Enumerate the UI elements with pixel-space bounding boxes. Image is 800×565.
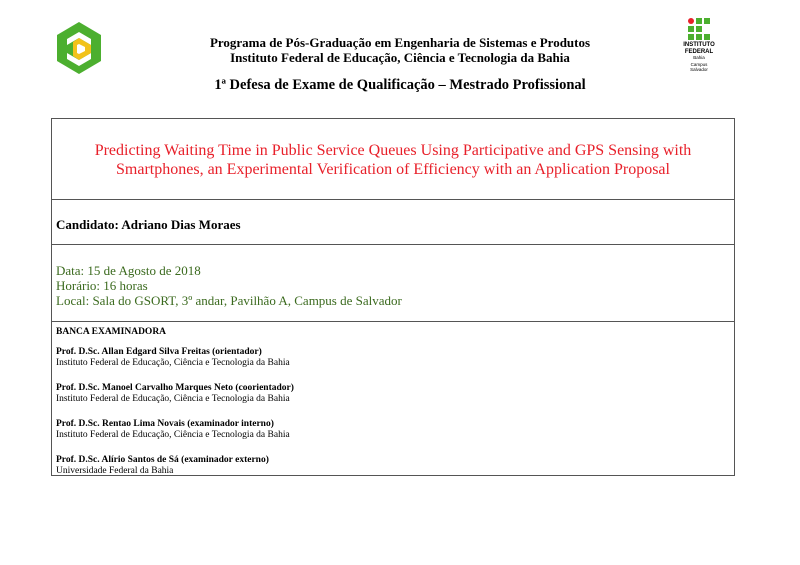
defense-info-box (51, 118, 735, 476)
member-name: Prof. D.Sc. Rentao Lima Novais (examinador interno) (56, 419, 274, 429)
defense-time: Horário: 16 horas (56, 278, 148, 293)
member-affiliation: Instituto Federal de Educação, Ciência e Tecnologia da Bahia (56, 358, 290, 368)
thesis-title: Predicting Waiting Time in Public Service Queues Using Participative and GPS Sensing with Smartphones, an Experimental Verification of Efficiency with an Application Proposal (94, 142, 692, 178)
page-header (0, 0, 800, 110)
ifba-logo-line3: Bahia (693, 55, 705, 60)
candidate-name: Candidato: Adriano Dias Moraes (56, 217, 241, 232)
member-affiliation: Instituto Federal de Educação, Ciência e Tecnologia da Bahia (56, 394, 290, 404)
ifba-logo-line2: FEDERAL (684, 49, 714, 55)
member-name: Prof. D.Sc. Alírio Santos de Sá (examinador externo) (56, 455, 269, 465)
defense-location: Local: Sala do GSORT, 3º andar, Pavilhão A, Campus de Salvador (56, 293, 402, 308)
board-heading: BANCA EXAMINADORA (56, 327, 167, 337)
member-affiliation: Instituto Federal de Educação, Ciência e Tecnologia da Bahia (56, 430, 290, 440)
ifba-logo-line4: Campus (690, 62, 708, 67)
thesis-title-section (52, 119, 734, 199)
program-name: Programa de Pós-Graduação em Engenharia de Sistemas e Produtos (209, 35, 591, 50)
member-name: Prof. D.Sc. Allan Edgard Silva Freitas (orientador) (56, 347, 262, 357)
institute-name: Instituto Federal de Educação, Ciência e Tecnologia da Bahia (230, 50, 570, 65)
schedule-section (52, 244, 734, 321)
member-affiliation: Universidade Federal da Bahia (56, 466, 174, 476)
candidate-section (52, 199, 734, 244)
event-title: 1ª Defesa de Exame de Qualificação – Mestrado Profissional (214, 77, 586, 93)
ifba-logo-line5: Salvador (690, 67, 708, 72)
member-name: Prof. D.Sc. Manoel Carvalho Marques Neto (coorientador) (56, 383, 294, 393)
ifba-logo-line1: INSTITUTO (683, 42, 715, 48)
defense-date: Data: 15 de Agosto de 2018 (56, 263, 201, 278)
examining-board-section (52, 321, 734, 477)
